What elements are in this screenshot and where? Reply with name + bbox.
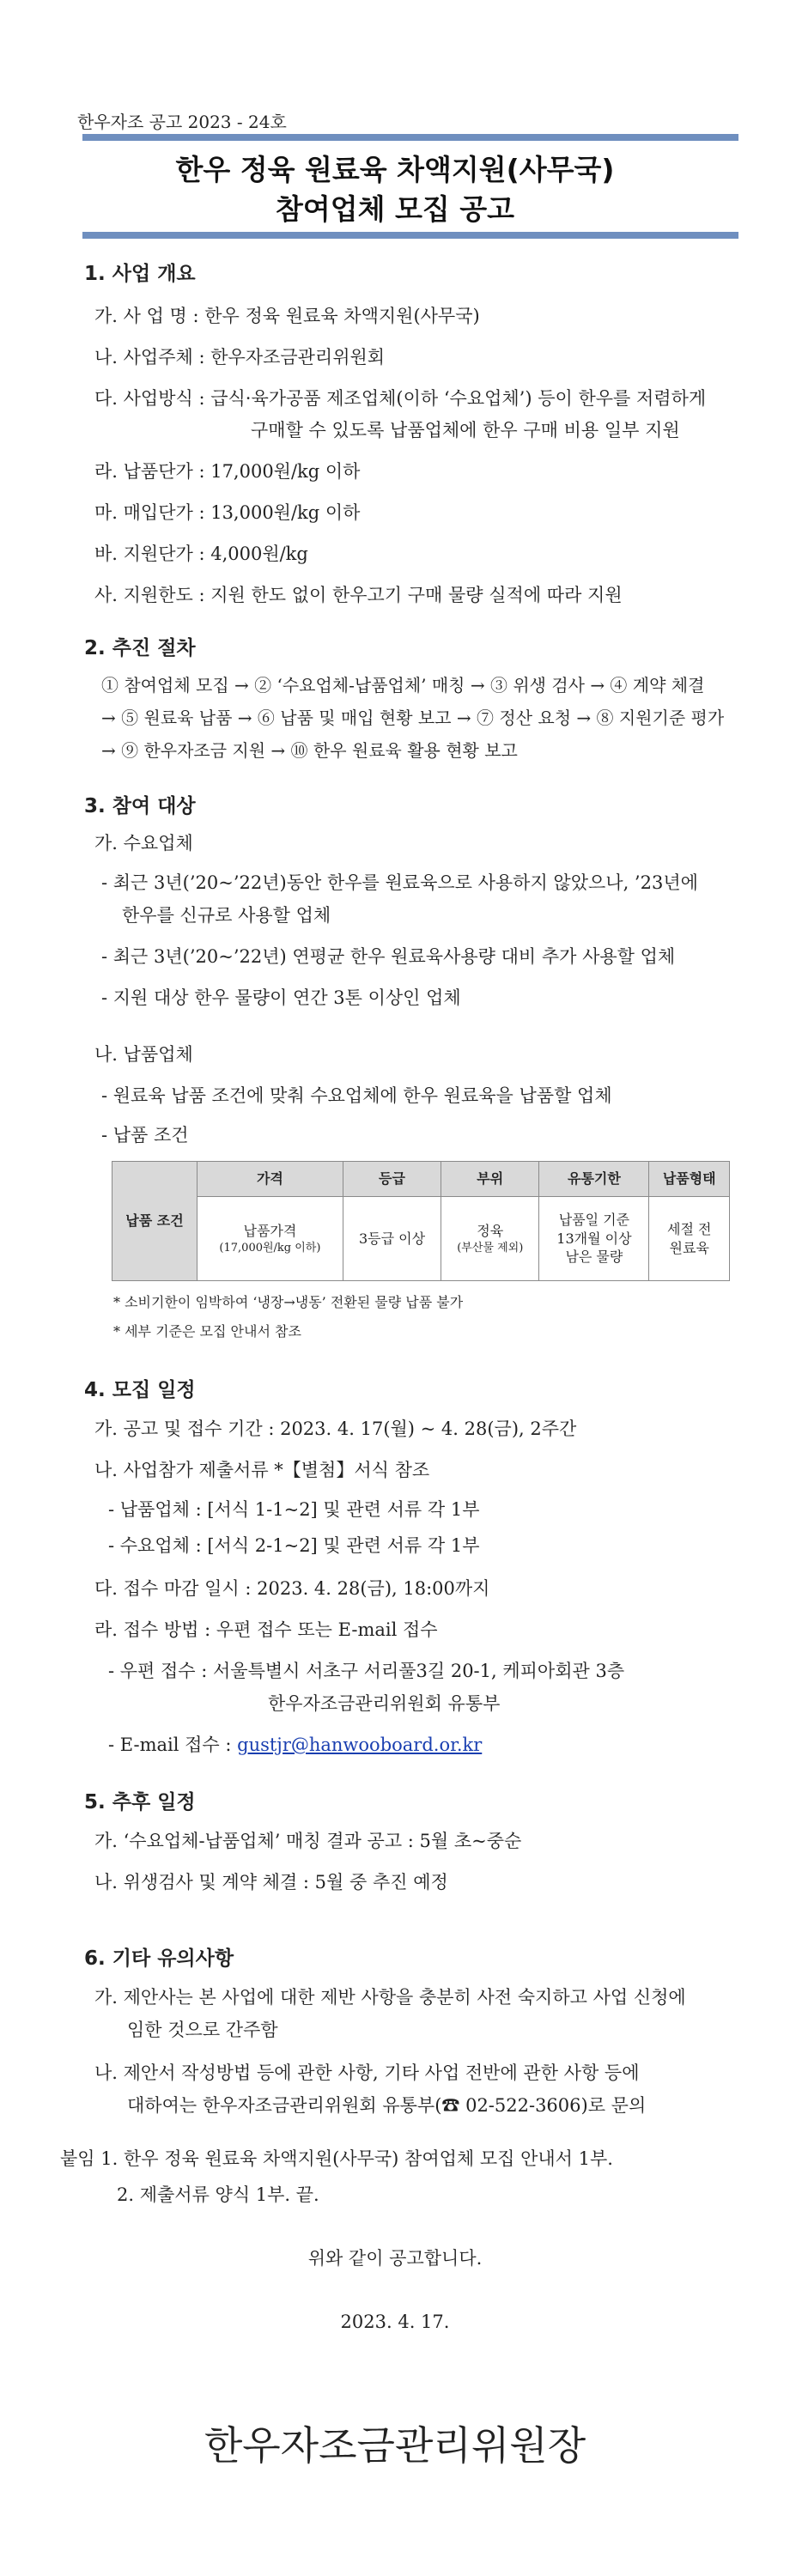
attachment-2: 2. 제출서류 양식 1부. 끝. <box>117 2184 319 2205</box>
s1-supply-price: 라. 납품단가 : 17,000원/kg 이하 <box>94 461 361 482</box>
s4-documents: 나. 사업참가 제출서류 *【별첨】서식 참조 <box>94 1460 430 1480</box>
s3-demand-title: 가. 수요업체 <box>94 833 193 854</box>
table-cell-grade: 3등급 이상 <box>343 1197 441 1281</box>
table-header-grade: 등급 <box>343 1162 441 1197</box>
table-cell-price <box>198 1197 343 1281</box>
s3-note-1: * 소비기한이 임박하여 ‘냉장→냉동’ 전환된 물량 납품 불가 <box>113 1294 464 1310</box>
form-line-1: 세절 전 <box>666 1220 712 1237</box>
s4-post-cont: 한우자조금관리위원회 유통부 <box>268 1693 501 1714</box>
s4-email-line <box>108 1731 482 1757</box>
section-2-heading: 2. 추진 절차 <box>84 637 196 659</box>
document-number: 한우자조 공고 2023 - 24호 <box>77 112 287 132</box>
table-header-form: 납품형태 <box>649 1162 730 1197</box>
announcement-date: 2023. 4. 17. <box>340 2312 450 2332</box>
s3-note-2: * 세부 기준은 모집 안내서 참조 <box>113 1323 301 1340</box>
table-cell-form <box>649 1197 730 1281</box>
s6-note-1: 가. 제안사는 본 사업에 대한 제반 사항을 충분히 사전 숙지하고 사업 신청에 <box>94 1987 686 2008</box>
s1-purchase-price: 마. 매입단가 : 13,000원/kg 이하 <box>94 502 361 523</box>
s5-contract: 나. 위생검사 및 계약 체결 : 5월 중 추진 예정 <box>94 1872 448 1893</box>
s3-demand-item-1: - 최근 3년(’20~’22년)동안 한우를 원료육으로 사용하지 않았으나, ’23년에 <box>101 872 698 893</box>
s1-method: 다. 사업방식 : 급식·육가공품 제조업체(이하 ‘수요업체’) 등이 한우를 저렴하게 <box>94 388 707 409</box>
price-main: 납품가격 <box>243 1222 297 1239</box>
s4-documents-demand: - 수요업체 : [서식 2-1~2] 및 관련 서류 각 1부 <box>108 1535 480 1556</box>
section-1-heading: 1. 사업 개요 <box>84 263 196 285</box>
table-row-header: 납품 조건 <box>112 1162 198 1281</box>
s1-support-price: 바. 지원단가 : 4,000원/kg <box>94 544 308 564</box>
s4-documents-supplier: - 납품업체 : [서식 1-1~2] 및 관련 서류 각 1부 <box>108 1499 480 1520</box>
signature: 한우자조금관리위원장 <box>204 2422 586 2469</box>
title-line-2: 참여업체 모집 공고 <box>275 192 514 226</box>
s6-note-2-cont: 대하여는 한우자조금관리위원회 유통부(☎ 02-522-3606)로 문의 <box>127 2095 647 2116</box>
s1-project-name: 가. 사 업 명 : 한우 정육 원료육 차액지원(사무국) <box>94 306 480 326</box>
s6-note-2: 나. 제안서 작성방법 등에 관한 사항, 기타 사업 전반에 관한 사항 등에 <box>94 2063 640 2083</box>
section-6-heading: 6. 기타 유의사항 <box>84 1947 234 1970</box>
s2-step-line-3: → ⑨ 한우자조금 지원 → ⑩ 한우 원료육 활용 현황 보고 <box>101 740 518 761</box>
s2-step-line-2: → ⑤ 원료육 납품 → ⑥ 납품 및 매입 현황 보고 → ⑦ 정산 요청 → ⑧ 지원기준 평가 <box>101 708 725 728</box>
title-line-1: 한우 정육 원료육 차액지원(사무국) <box>175 153 615 186</box>
s3-supplier-item-1: - 원료육 납품 조건에 맞춰 수요업체에 한우 원료육을 납품할 업체 <box>101 1085 612 1106</box>
section-5-heading: 5. 추후 일정 <box>84 1791 196 1814</box>
part-sub: (부산물 제외) <box>457 1241 524 1255</box>
s3-demand-item-1-cont: 한우를 신규로 사용할 업체 <box>122 905 331 926</box>
title-rule-bottom <box>82 232 738 239</box>
s4-post: - 우편 접수 : 서울특별시 서초구 서리풀3길 20-1, 케피아회관 3층 <box>108 1661 625 1681</box>
email-link[interactable]: gustjr@hanwooboard.or.kr <box>237 1735 483 1755</box>
s3-demand-item-2: - 최근 3년(’20~’22년) 연평균 한우 원료육사용량 대비 추가 사용할 업체 <box>101 946 676 967</box>
supply-conditions-table <box>112 1161 730 1281</box>
s5-matching: 가. ‘수요업체-납품업체’ 매칭 결과 공고 : 5월 초~중순 <box>94 1831 522 1851</box>
expiry-line-3: 남은 물량 <box>565 1249 623 1266</box>
s4-deadline: 다. 접수 마감 일시 : 2023. 4. 28(금), 18:00까지 <box>94 1578 490 1599</box>
s4-method: 라. 접수 방법 : 우편 접수 또는 E-mail 접수 <box>94 1619 438 1640</box>
s1-organizer: 나. 사업주체 : 한우자조금관리위원회 <box>94 347 386 368</box>
title-rule-top <box>82 134 738 141</box>
s4-email-label: - E-mail 접수 : <box>108 1735 238 1755</box>
part-main: 정육 <box>477 1222 504 1239</box>
s1-method-cont: 구매할 수 있도록 납품업체에 한우 구매 비용 일부 지원 <box>251 420 680 440</box>
section-4-heading: 4. 모집 일정 <box>84 1379 196 1401</box>
s3-supplier-item-2: - 납품 조건 <box>101 1125 189 1145</box>
table-cell-expiry <box>539 1197 649 1281</box>
expiry-line-2: 13개월 이상 <box>556 1230 632 1247</box>
s3-supplier-title: 나. 납품업체 <box>94 1044 193 1065</box>
s6-note-1-cont: 임한 것으로 간주함 <box>127 2020 278 2040</box>
attachment-1: 붙임 1. 한우 정육 원료육 차액지원(사무국) 참여업체 모집 안내서 1부. <box>60 2148 613 2169</box>
s1-support-limit: 사. 지원한도 : 지원 한도 없이 한우고기 구매 물량 실적에 따라 지원 <box>94 585 623 605</box>
table-header-price: 가격 <box>198 1162 343 1197</box>
s2-step-line-1: ① 참여업체 모집 → ② ‘수요업체-납품업체’ 매칭 → ③ 위생 검사 → ④ 계약 체결 <box>101 675 705 696</box>
expiry-line-1: 납품일 기준 <box>558 1212 630 1229</box>
table-header-expiry: 유통기한 <box>539 1162 649 1197</box>
table-cell-part <box>441 1197 539 1281</box>
s3-demand-item-3: - 지원 대상 한우 물량이 연간 3톤 이상인 업체 <box>101 987 461 1008</box>
table-header-part: 부위 <box>441 1162 539 1197</box>
price-sub: (17,000원/kg 이하) <box>219 1241 321 1255</box>
closing-statement: 위와 같이 공고합니다. <box>307 2248 483 2269</box>
section-3-heading: 3. 참여 대상 <box>84 795 196 817</box>
form-line-2: 원료육 <box>669 1239 709 1256</box>
s4-period: 가. 공고 및 접수 기간 : 2023. 4. 17(월) ~ 4. 28(금), 2주간 <box>94 1419 577 1439</box>
